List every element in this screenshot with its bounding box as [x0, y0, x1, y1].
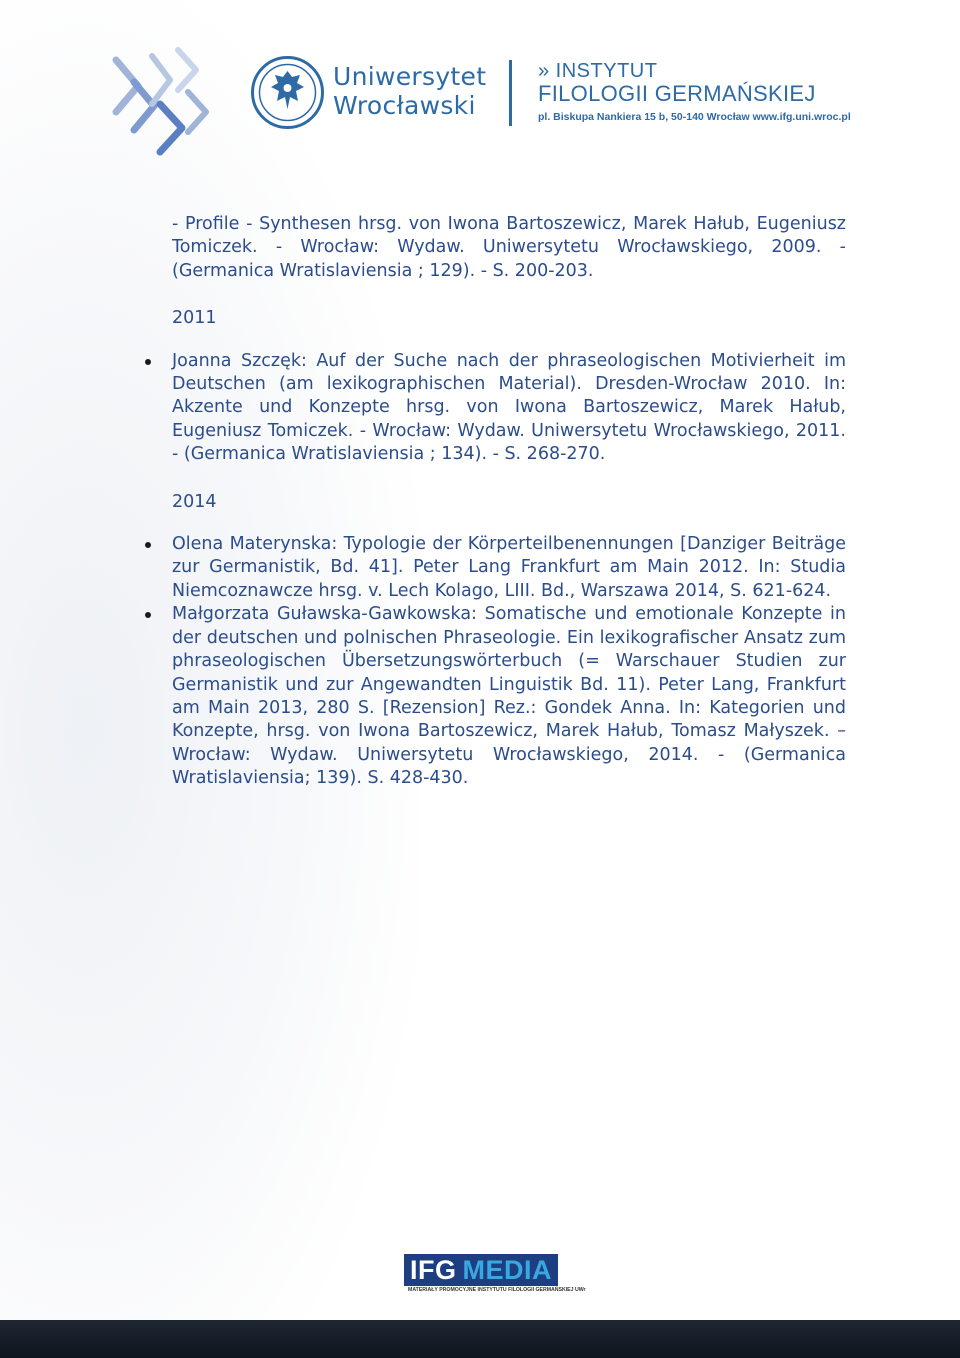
section-year-2011: 2011 — [172, 308, 217, 329]
logo-tagline: MATERIAŁY PROMOCYJNE INSTYTUTU FILOLOGII GERMAŃSKIEJ UWr — [408, 1287, 586, 1293]
section-year-2014: 2014 — [172, 491, 217, 512]
ifg-media-logo-box — [404, 1254, 558, 1286]
institute-name-line1: » INSTYTUT — [538, 60, 658, 82]
institute-address: pl. Biskupa Nankiera 15 b, 50-140 Wrocław www.ifg.uni.wroc.pl — [538, 111, 851, 123]
entry-list-2011 — [172, 350, 846, 467]
entry-list-2014 — [172, 533, 846, 790]
chevrons-icon — [108, 46, 218, 156]
header-divider — [509, 60, 512, 126]
footer-bar — [0, 1320, 960, 1358]
institute-name — [538, 60, 851, 128]
list-item: Joanna Szczęk: Auf der Suche nach der phraseologischen Motivierheit im Deutschen (am lexikographischen Material). Dresden-Wrocław 2010. In: Akzente und Konzepte hrsg. von Iwona Bartoszewicz, Marek Hałub, Eugeniusz Tomiczek. - Wrocław: Wydaw. Uniwersytetu Wrocławskiego, 2011. - (Germanica Wratislaviensia ; 134). - S. 268-270. — [172, 350, 846, 467]
bibliography-content — [172, 213, 846, 791]
university-name — [333, 62, 486, 120]
logo-ifg-text: IFG — [410, 1255, 457, 1285]
list-item: Olena Materynska: Typologie der Körperteilbenennungen [Danziger Beiträge zur Germanistik, Bd. 41]. Peter Lang Frankfurt am Main 2012. In: Studia Niemcoznawcze hrsg. v. Lech Kolago, LIII. Bd., Warszawa 2014, S. 621-624. — [172, 533, 846, 603]
university-name-line2: Wrocławski — [333, 91, 476, 120]
list-item: Małgorzata Guławska-Gawkowska: Somatische und emotionale Konzepte in der deutschen und polnischen Phraseologie. Ein lexikografischer Ansatz zum phraseologischen Übersetzungswörterbuch (= Warschauer Studien zur Germanistik und zur Angewandten Linguistik Bd. 11). Peter Lang, Frankfurt am Main 2013, 280 S. [Rezension] Rez.: Gondek Anna. In: Kategorien und Konzepte, hrsg. von Iwona Bartoszewicz, Marek Hałub, Tomasz Małyszek. – Wrocław: Wydaw. Uniwersytetu Wrocławskiego, 2014. - (Germanica Wratislaviensia; 139). S. 428-430. — [172, 603, 846, 790]
ifg-media-logo — [404, 1254, 586, 1294]
university-seal-icon — [250, 55, 325, 130]
intro-paragraph: - Profile - Synthesen hrsg. von Iwona Bartoszewicz, Marek Hałub, Eugeniusz Tomiczek. - Wrocław: Wydaw. Uniwersytetu Wrocławskiego, 2009. - (Germanica Wratislaviensia ; 129). - S. 200-203. — [172, 214, 846, 281]
page-header — [0, 0, 960, 160]
institute-name-line2: FILOLOGII GERMAŃSKIEJ — [538, 81, 816, 106]
university-name-line1: Uniwersytet — [333, 62, 487, 91]
logo-media-text: MEDIA — [462, 1255, 552, 1285]
